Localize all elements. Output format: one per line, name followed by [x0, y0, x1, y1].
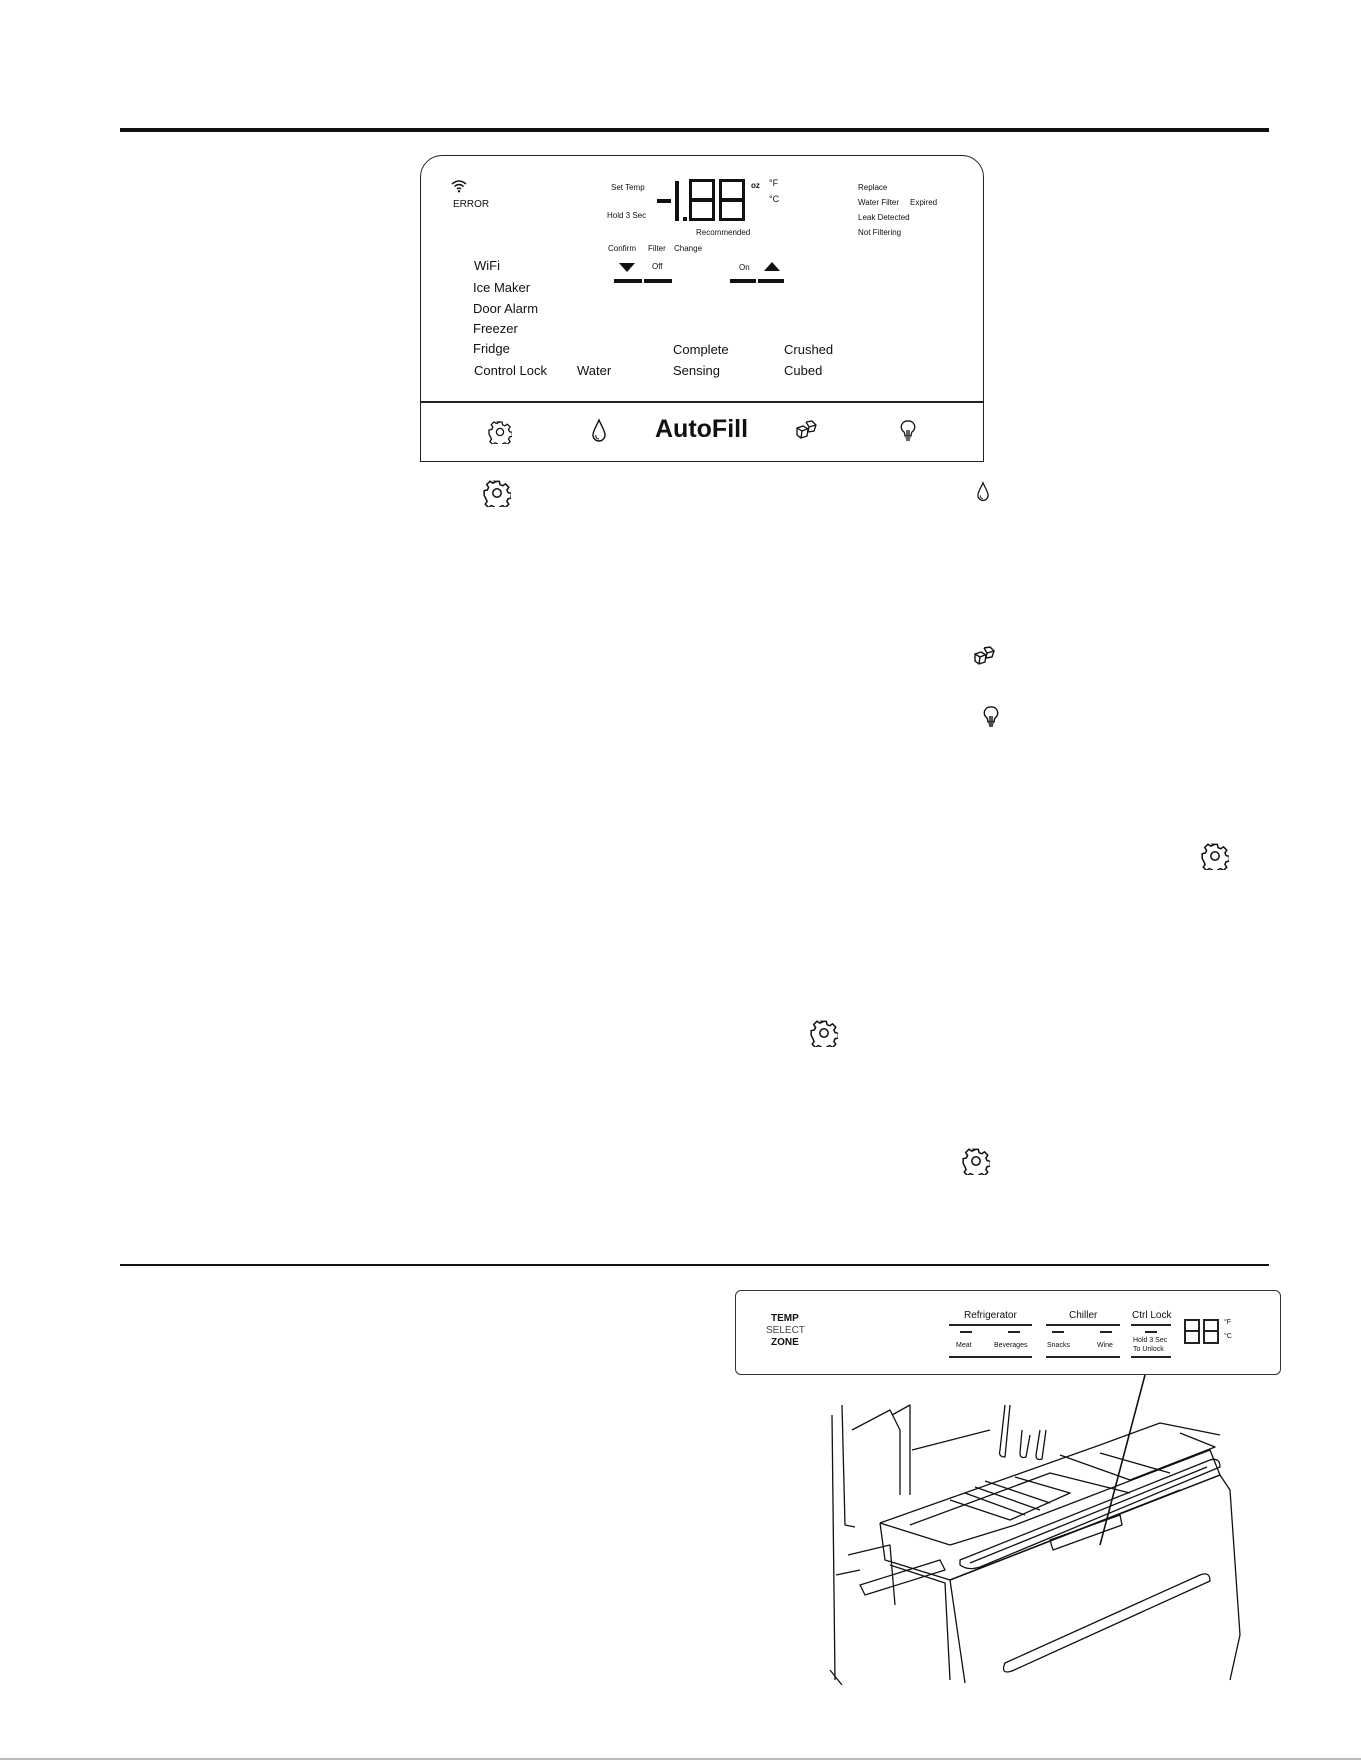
down-bar	[614, 279, 642, 283]
select-label: SELECT	[766, 1325, 805, 1336]
wifi-icon	[451, 179, 467, 193]
panel-divider	[421, 401, 983, 403]
section-rule	[120, 1264, 1269, 1266]
water-drop-icon[interactable]	[591, 418, 607, 444]
unit-oz: oz	[751, 181, 760, 190]
feature-ice-maker: Ice Maker	[473, 280, 531, 295]
zone-label: ZONE	[771, 1337, 799, 1348]
light-bulb-icon[interactable]	[900, 419, 916, 443]
sensing-label: Sensing	[673, 363, 720, 378]
refrigerator-underline	[949, 1324, 1032, 1326]
on-label: On	[739, 263, 750, 272]
chiller-unit-f: °F	[1224, 1319, 1232, 1326]
beverages-dash	[1008, 1331, 1020, 1333]
confirm-label: Confirm	[608, 244, 637, 253]
expired-label: Expired	[910, 198, 938, 207]
recommended-label: Recommended	[696, 228, 751, 237]
chiller-drawer-illustration	[800, 1375, 1280, 1685]
ctrl-lock-label: Ctrl Lock	[1132, 1310, 1172, 1321]
feature-control-lock: Control Lock	[474, 363, 547, 378]
light-bulb-icon	[983, 705, 999, 729]
unit-fahrenheit: °F	[769, 178, 779, 188]
gear-icon	[810, 1019, 838, 1047]
cubed-label: Cubed	[784, 363, 823, 378]
wifi-error-label: ERROR	[453, 199, 490, 210]
meat-dash	[960, 1331, 972, 1333]
gear-icon	[483, 479, 511, 507]
up-bar	[758, 279, 784, 283]
on-bar	[730, 279, 756, 283]
chiller-unit-c: °C	[1224, 1333, 1232, 1340]
ice-cubes-icon	[972, 645, 996, 669]
snacks-dash	[1052, 1331, 1064, 1333]
refrigerator-label: Refrigerator	[964, 1310, 1017, 1321]
water-drop-icon	[976, 481, 990, 503]
ctrl-lock-bottom-line	[1131, 1356, 1171, 1358]
complete-label: Complete	[673, 342, 729, 357]
filter-label: Filter	[648, 244, 666, 253]
leak-detected-label: Leak Detected	[858, 213, 910, 222]
set-temp-label: Set Temp	[611, 183, 645, 192]
water-filter-label: Water Filter	[858, 198, 900, 207]
dispenser-control-panel	[420, 155, 984, 462]
wine-option[interactable]: Wine	[1097, 1342, 1113, 1349]
not-filtering-label: Not Filtering	[858, 228, 902, 237]
ctrl-lock-dash	[1145, 1331, 1157, 1333]
autofill-button[interactable]: AutoFill	[655, 415, 749, 443]
change-label: Change	[674, 244, 703, 253]
chiller-bottom-line	[1046, 1356, 1120, 1358]
gear-icon	[962, 1147, 990, 1175]
chiller-control-panel	[735, 1290, 1281, 1375]
off-label: Off	[652, 262, 663, 271]
off-bar	[644, 279, 672, 283]
ctrl-lock-underline	[1131, 1324, 1171, 1326]
hold-3-sec-label: Hold 3 Sec	[607, 211, 647, 220]
feature-fridge: Fridge	[473, 341, 510, 356]
ice-cubes-icon[interactable]	[794, 419, 818, 443]
arrow-down-icon	[619, 263, 635, 272]
refrigerator-bottom-line	[949, 1356, 1032, 1358]
chiller-underline	[1046, 1324, 1120, 1326]
ctrl-unlock-label[interactable]: To Unlock	[1133, 1346, 1164, 1353]
feature-door-alarm: Door Alarm	[473, 301, 539, 316]
top-rule	[120, 128, 1269, 132]
feature-wifi: WiFi	[474, 258, 500, 273]
feature-freezer: Freezer	[473, 321, 518, 336]
temp-label: TEMP	[771, 1313, 799, 1324]
meat-option[interactable]: Meat	[956, 1342, 972, 1349]
beverages-option[interactable]: Beverages	[994, 1342, 1028, 1349]
water-label: Water	[577, 363, 612, 378]
snacks-option[interactable]: Snacks	[1047, 1342, 1070, 1349]
chiller-label: Chiller	[1069, 1310, 1098, 1321]
gear-icon	[1201, 842, 1229, 870]
unit-celsius: °C	[769, 194, 780, 204]
wine-dash	[1100, 1331, 1112, 1333]
replace-label: Replace	[858, 183, 888, 192]
arrow-up-icon	[764, 262, 780, 271]
ctrl-hold-label: Hold 3 Sec	[1133, 1337, 1168, 1344]
bottom-rule	[0, 1758, 1361, 1760]
gear-icon[interactable]	[488, 420, 512, 444]
temperature-display	[657, 179, 757, 223]
crushed-label: Crushed	[784, 342, 834, 357]
chiller-temp-display	[1184, 1319, 1224, 1345]
